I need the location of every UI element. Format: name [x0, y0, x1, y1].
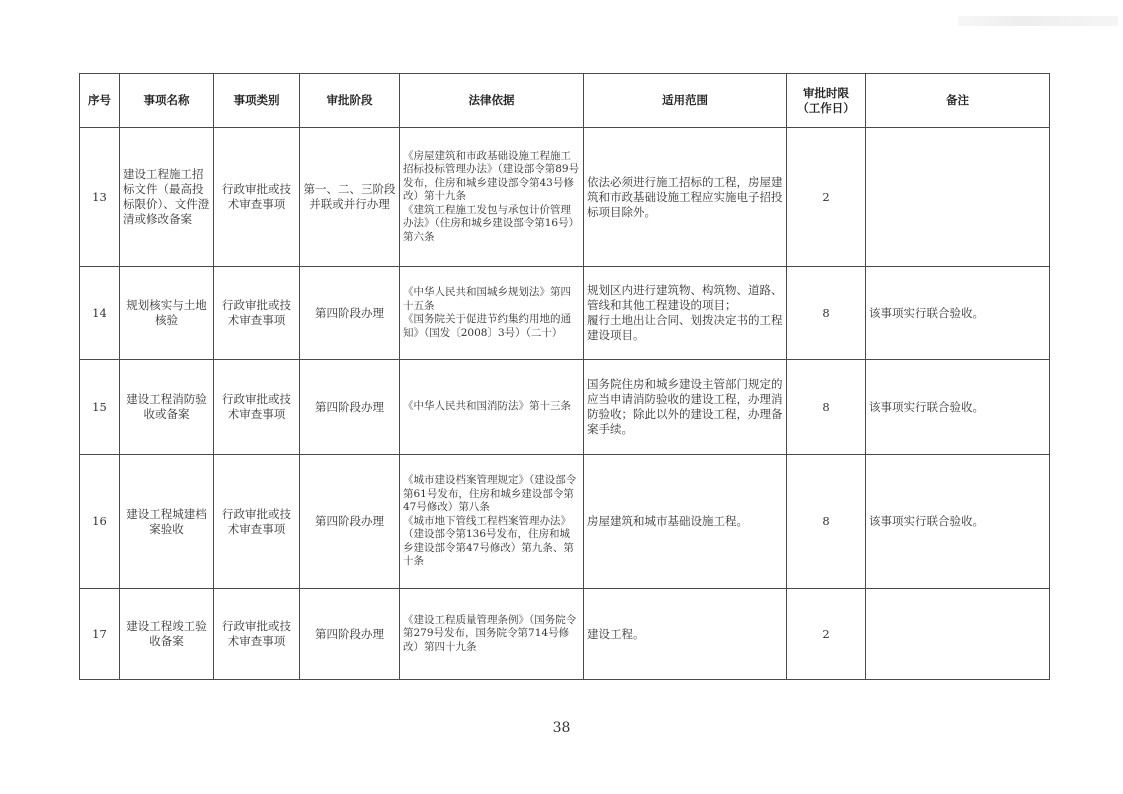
cell-scope — [584, 128, 787, 267]
page-number: 38 — [552, 720, 571, 736]
header-item-category: 事项类别 — [214, 74, 300, 128]
cell-scope — [584, 589, 787, 680]
header-no: 序号 — [80, 74, 120, 128]
table-row — [80, 360, 1050, 455]
header-approval-stage: 审批阶段 — [300, 74, 400, 128]
legal-basis-line: 《中华人民共和国城乡规划法》第四十五条 — [403, 286, 571, 312]
cell-legal-basis — [400, 267, 584, 360]
scan-mark — [958, 16, 1118, 26]
cell-time-limit: 8 — [787, 267, 866, 360]
cell-remarks — [866, 589, 1050, 680]
cell-remarks: 该事项实行联合验收。 — [866, 267, 1050, 360]
cell-approval-stage: 第四阶段办理 — [300, 589, 400, 680]
table-row — [80, 455, 1050, 589]
cell-item-name: 建设工程城建档案验收 — [120, 455, 214, 589]
legal-basis-line: 《城市建设档案管理规定》（建设部令第61号发布，住房和城乡建设部令第47号修改）第八条 — [403, 474, 577, 514]
cell-legal-basis — [400, 589, 584, 680]
cell-legal-basis — [400, 360, 584, 455]
cell-scope — [584, 455, 787, 589]
cell-item-category: 行政审批或技术审查事项 — [214, 128, 300, 267]
header-time-limit: 审批时限 （工作日） — [787, 74, 866, 128]
cell-item-category: 行政审批或技术审查事项 — [214, 360, 300, 455]
legal-basis-line: 《房屋建筑和市政基础设施工程施工招标投标管理办法》（建设部令第89号发布，住房和城乡建设部令第43号修改）第十九条 — [403, 149, 580, 203]
cell-approval-stage: 第四阶段办理 — [300, 360, 400, 455]
cell-legal-basis — [400, 128, 584, 267]
header-item-name: 事项名称 — [120, 74, 214, 128]
cell-no: 17 — [80, 589, 120, 680]
scope-line: 国务院住房和城乡建设主管部门规定的应当申请消防验收的建设工程，办理消防验收；除此以外的建设工程，办理备案手续。 — [587, 377, 783, 436]
cell-legal-basis — [400, 455, 584, 589]
cell-item-category: 行政审批或技术审查事项 — [214, 267, 300, 360]
cell-no: 16 — [80, 455, 120, 589]
cell-no: 13 — [80, 128, 120, 267]
scope-line: 规划区内进行建筑物、构筑物、道路、管线和其他工程建设的项目； — [587, 283, 783, 312]
cell-time-limit: 2 — [787, 128, 866, 267]
legal-basis-line: 《建筑工程施工发包与承包计价管理办法》（住房和城乡建设部令第16号）第六条 — [403, 203, 580, 243]
scope-line: 依法必须进行施工招标的工程，房屋建筑和市政基础设施工程应实施电子招投标项目除外。 — [587, 174, 783, 219]
cell-scope — [584, 267, 787, 360]
table-row — [80, 267, 1050, 360]
legal-basis-line: 《国务院关于促进节约集约用地的通知》（国发〔2008〕3号）（二十） — [403, 313, 571, 339]
cell-scope — [584, 360, 787, 455]
cell-item-name: 规划核实与土地核验 — [120, 267, 214, 360]
scope-line: 履行土地出让合同、划拨决定书的工程建设项目。 — [587, 313, 783, 342]
table-header-row — [80, 74, 1050, 128]
cell-no: 14 — [80, 267, 120, 360]
cell-item-name: 建设工程消防验收或备案 — [120, 360, 214, 455]
table-row — [80, 589, 1050, 680]
scope-line: 建设工程。 — [587, 626, 645, 641]
scope-line: 房屋建筑和城市基础设施工程。 — [587, 514, 748, 528]
cell-approval-stage: 第四阶段办理 — [300, 455, 400, 589]
cell-item-name: 建设工程施工招标文件（最高投标限价）、文件澄清或修改备案 — [120, 128, 214, 267]
cell-remarks: 该事项实行联合验收。 — [866, 360, 1050, 455]
cell-approval-stage: 第四阶段办理 — [300, 267, 400, 360]
cell-item-category: 行政审批或技术审查事项 — [214, 455, 300, 589]
header-remarks: 备注 — [866, 74, 1050, 128]
cell-time-limit: 2 — [787, 589, 866, 680]
table-row — [80, 128, 1050, 267]
cell-no: 15 — [80, 360, 120, 455]
legal-basis-line: 《城市地下管线工程档案管理办法》（建设部令第136号发布，住房和城乡建设部令第47号修改）第九条、第十条 — [403, 514, 574, 568]
legal-basis-line: 《中华人民共和国消防法》第十三条 — [403, 400, 571, 413]
header-scope: 适用范围 — [584, 74, 787, 128]
cell-remarks: 该事项实行联合验收。 — [866, 455, 1050, 589]
cell-item-name: 建设工程竣工验收备案 — [120, 589, 214, 680]
legal-basis-line: 《建设工程质量管理条例》（国务院令第279号发布，国务院令第714号修改）第四十九条 — [403, 613, 577, 653]
cell-time-limit: 8 — [787, 360, 866, 455]
cell-item-category: 行政审批或技术审查事项 — [214, 589, 300, 680]
cell-remarks — [866, 128, 1050, 267]
cell-time-limit: 8 — [787, 455, 866, 589]
header-legal-basis: 法律依据 — [400, 74, 584, 128]
cell-approval-stage: 第一、二、三阶段并联或并行办理 — [300, 128, 400, 267]
approval-items-table — [79, 73, 1050, 680]
